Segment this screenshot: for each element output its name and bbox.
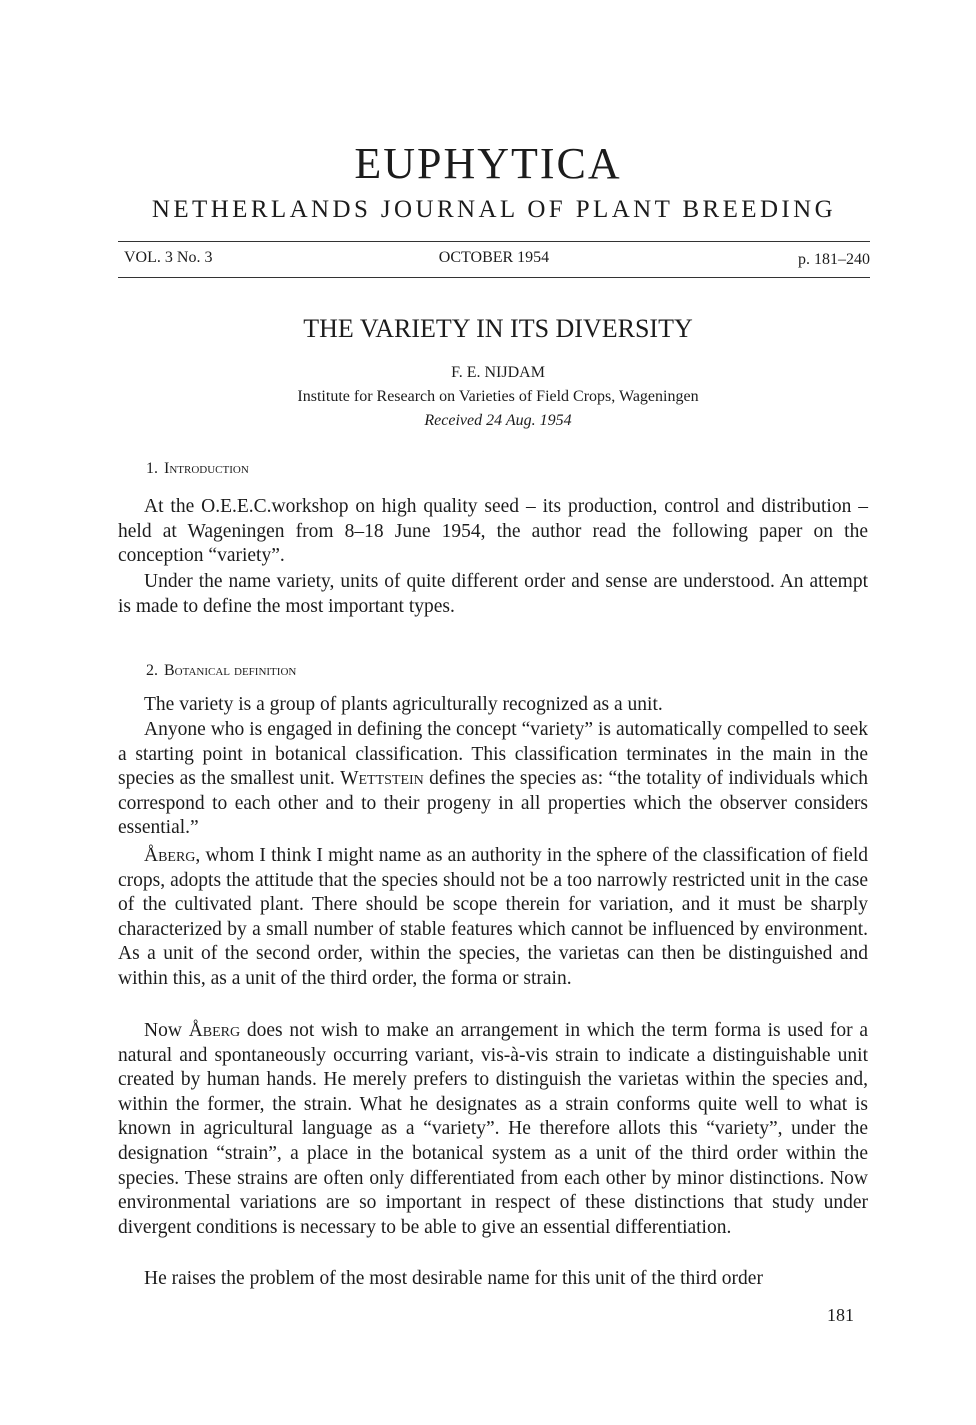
paragraph-text: does not wish to make an arrangement in which the term forma is used for a natural and spontaneously occurring variant, vis-à-vis strain to indicate a distinguishable unit created by human hands. He merely prefers to distinguish the varietas within the species and, within the former, the strain. What he designates as a strain conforms quite well to what is known in agricultural language as a “variety”. He therefore allots this “variety”, under the designation “strain”, a place in the botanical system as a unit of the third order within the species. These strains are often only differentiated from each other by minor distinctions. Now environmental variations are so important in respect of these distinctions that study under divergent conditions is necessary to be able to give an essential differentiation. [118, 1020, 869, 1238]
section-number: 2. [146, 662, 158, 679]
author-affiliation: Institute for Research on Varieties of Field Crops, Wageningen [297, 388, 699, 405]
author-name-wettstein: Wettstein [340, 768, 424, 790]
paragraph-text: defines the species as: “the totality of individuals which correspond to each other and to their progeny in all properties which the observer considers essential.” [118, 768, 868, 839]
section-heading-botanical-definition [146, 660, 296, 682]
paragraph-text: , whom I think I might name as an authority in the sphere of the classification of field crops, adopts the attitude that the species should not be a too narrowly restricted unit in the case of the cultivated plant. There should be scope therein for variation, and it must be sharply characterized by a small number of stable features which cannot be influenced by environment. As a unit of the second order, within the species, the varietas can then be distinguished and within this, as a unit of the third order, the forma or strain. [118, 845, 868, 989]
journal-title: EUPHYTICA [354, 139, 622, 188]
masthead-bottom-rule [118, 277, 870, 278]
masthead-top-rule [118, 241, 870, 242]
author-name-aberg: Åberg [144, 845, 196, 866]
masthead [118, 246, 870, 272]
section-number: 1. [146, 460, 158, 477]
paragraph [118, 718, 868, 841]
article-title: THE VARIETY IN ITS DIVERSITY [303, 314, 693, 343]
paragraph [118, 1019, 868, 1240]
section-title: Botanical definition [164, 662, 297, 679]
journal-subtitle: NETHERLANDS JOURNAL OF PLANT BREEDING [151, 196, 837, 223]
paragraph [118, 844, 868, 992]
issue-date: OCTOBER 1954 [438, 249, 550, 266]
paragraph: The variety is a group of plants agriculturally recognized as a unit. [144, 694, 663, 715]
author-name-aberg: Åberg [188, 1020, 241, 1041]
page-range: p. 181–240 [798, 251, 870, 268]
received-date: Received 24 Aug. 1954 [424, 412, 572, 429]
section-heading-introduction [146, 458, 249, 480]
paragraph-text: Now [144, 1020, 182, 1041]
section-title: Introduction [164, 460, 249, 477]
paragraph: At the O.E.E.C.workshop on high quality seed – its production, control and distribution – held at Wageningen from 8–18 June 1954, the author read the following paper on the conception “variety”. [118, 496, 868, 567]
volume-issue: VOL. 3 No. 3 [124, 249, 213, 266]
page-number: 181 [827, 1305, 854, 1325]
paragraph-text: Anyone who is engaged in defining the concept “variety” is automatically compelled to seek a starting point in botanical classification. This classification terminates in the main in the species as the smallest unit. [118, 719, 868, 790]
paragraph: Under the name variety, units of quite different order and sense are understood. An attempt is made to define the most important types. [118, 571, 868, 617]
author-name: F. E. NIJDAM [451, 364, 545, 381]
paragraph: He raises the problem of the most desirable name for this unit of the third order [144, 1268, 763, 1289]
